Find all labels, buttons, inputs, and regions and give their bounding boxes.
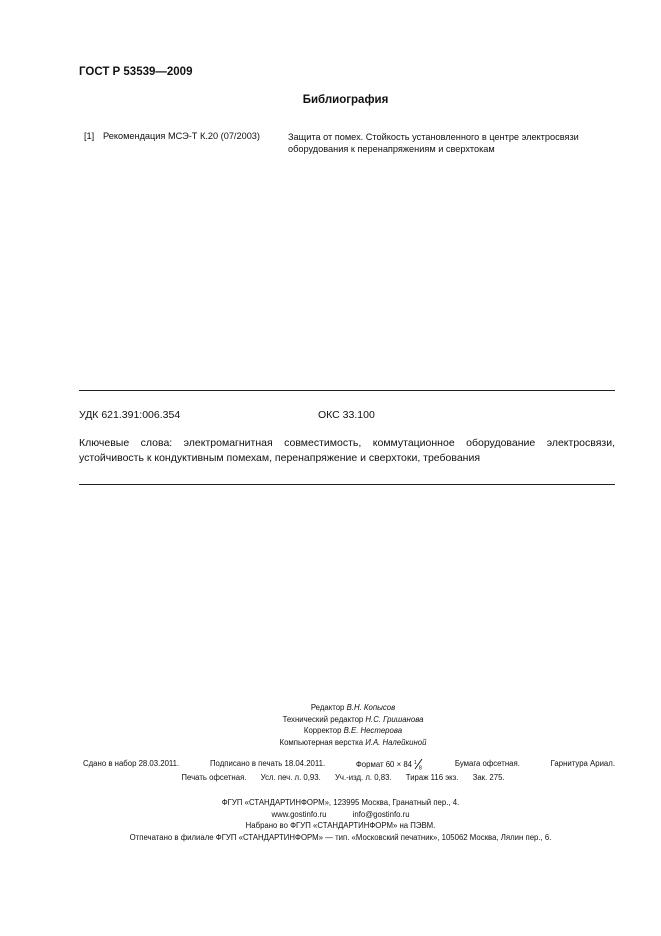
circulation: Тираж 116 экз. [405, 773, 459, 782]
format [356, 759, 424, 769]
corrector-name: В.Е. Нестерова [343, 726, 403, 735]
corrector-label: Корректор [303, 726, 342, 735]
signed-date: Подписано в печать 18.04.2011. [209, 759, 326, 768]
publisher-address: ФГУП «СТАНДАРТИНФОРМ», 123995 Москва, Гранатный пер., 4. [221, 798, 460, 807]
paper-type: Бумага офсетная. [454, 759, 520, 768]
typeset-date: Сдано в набор 28.03.2011. [83, 759, 180, 768]
publisher-block [0, 797, 661, 843]
format-times: × [396, 760, 402, 769]
editor-label: Редактор [310, 703, 345, 712]
bibliography-title: Библиография [302, 94, 389, 106]
print-info-line-2 [0, 773, 661, 782]
format-value: 84 [403, 760, 412, 769]
keywords-line: устойчивость к кондуктивным помехам, перенапряжение и сверхтоки, требования [79, 452, 481, 464]
typeface: Гарнитура Ариал. [550, 759, 615, 768]
corrector-line [45, 725, 661, 737]
editor-line [45, 702, 661, 714]
layout-label: Компьютерная верстка [279, 737, 364, 747]
publisher-email: info@gostinfo.ru [352, 809, 410, 819]
bibliography-entry-source: Рекомендация МСЭ-Т К.20 (07/2003) [103, 131, 260, 141]
publisher-contacts [20, 809, 661, 821]
divider-bottom [79, 484, 615, 485]
publisher-website: www.gostinfo.ru [271, 809, 327, 819]
editors-block [0, 702, 661, 748]
bibliography-entry-description [288, 131, 618, 155]
description-line: оборудования к перенапряжениям и сверхтокам [288, 144, 495, 154]
print-info-line-1 [83, 759, 615, 769]
typeset-note: Набрано во ФГУП «СТАНДАРТИНФОРМ» на ПЭВМ. [245, 821, 436, 830]
layout-name: И.А. Налейкиной [365, 737, 427, 747]
tech-editor-name: Н.С. Гришанова [365, 714, 424, 724]
print-sheets: Усл. печ. л. 0,93. [260, 773, 321, 782]
bibliography-entry-number: [1] [84, 131, 95, 141]
print-type: Печать офсетная. [181, 773, 247, 782]
standard-code: ГОСТ Р 53539—2009 [79, 66, 193, 78]
tech-editor-line [45, 714, 661, 726]
publisher-sheets: Уч.-изд. л. 0,83. [334, 773, 392, 782]
layout-line [45, 737, 661, 749]
description-line: Защита от помех. Стойкость установленного в центре электросвязи [288, 132, 579, 142]
tech-editor-label: Технический редактор [282, 714, 364, 724]
divider-top [79, 390, 615, 391]
udk-code: УДК 621.391:006.354 [79, 409, 181, 421]
printed-note: Отпечатано в филиале ФГУП «СТАНДАРТИНФОРМ» — тип. «Московский печатник», 105062 Москва, Лялин пер., 6. [129, 832, 552, 842]
editor-name: В.Н. Копысов [346, 703, 396, 712]
keywords-block [79, 436, 615, 466]
keywords-line: Ключевые слова: электромагнитная совместимость, коммутационное оборудование электросвязи, [79, 437, 615, 449]
order-number: Зак. 275. [472, 773, 505, 782]
format-label: Формат 60 [355, 760, 395, 769]
fraction-one-eighth-icon [414, 759, 424, 769]
oks-code: ОКС 33.100 [318, 409, 375, 421]
svg-text:1: 1 [414, 760, 417, 766]
svg-text:8: 8 [419, 765, 422, 770]
